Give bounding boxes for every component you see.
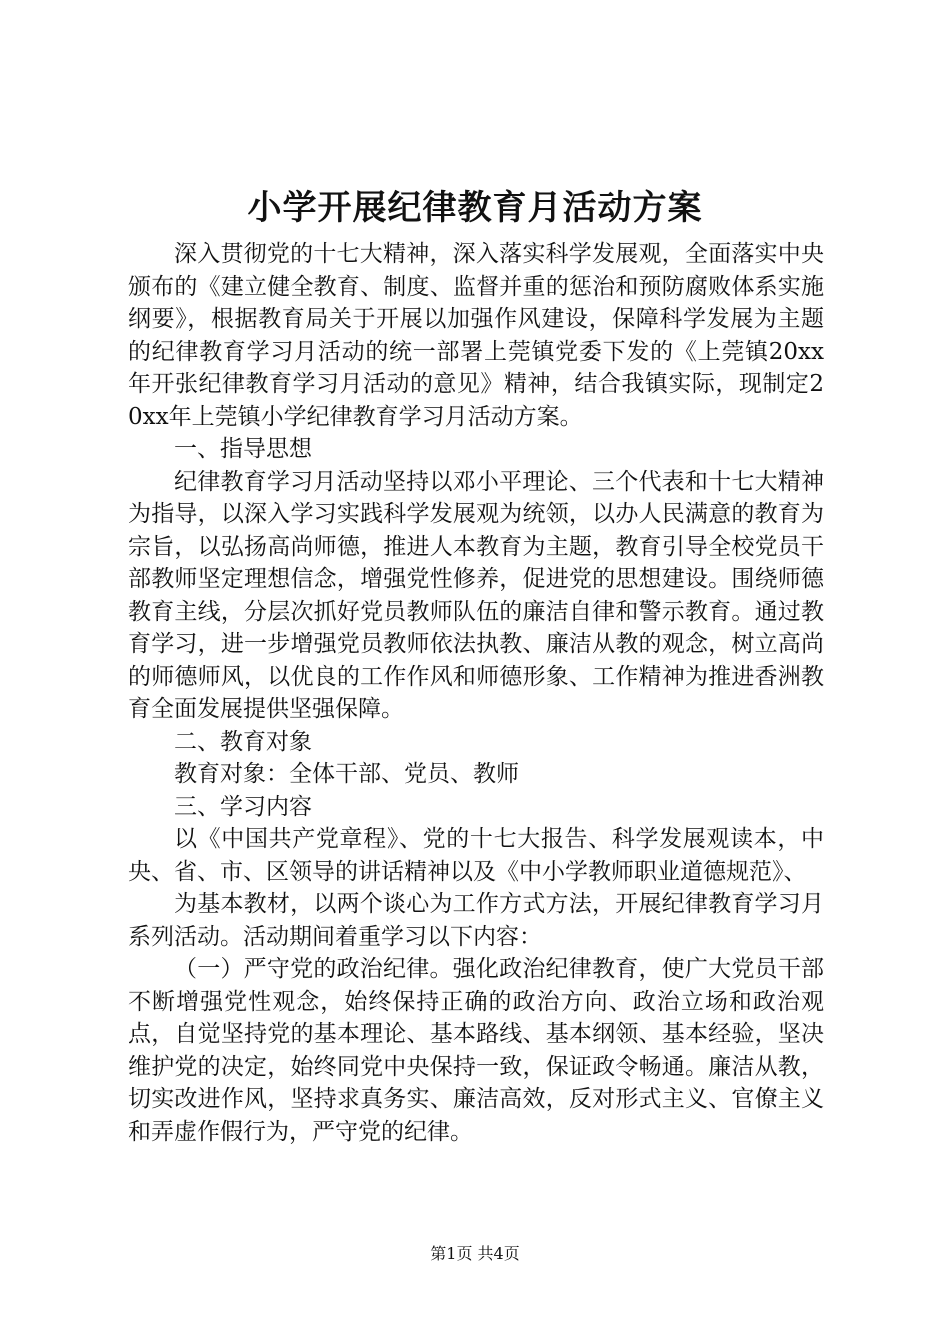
- section-heading-guiding-ideology: 一、指导思想: [174, 436, 312, 462]
- document-body: [128, 238, 824, 1148]
- political-discipline-paragraph: （一）严守党的政治纪律。强化政治纪律教育，使广大党员干部不断增强党性观念，始终保持正确的政治方向、政治立场和政治观点，自觉坚持党的基本理论、基本路线、基本纲领、基本经验，坚决维护党的决定，始终同党中央保持一致，保证政令畅通。廉洁从教，切实改进作风，坚持求真务实、廉洁高效，反对形式主义、官僚主义和弄虚作假行为，严守党的纪律。: [128, 956, 824, 1145]
- page-footer: 第1页 共4页: [430, 1244, 520, 1263]
- intro-paragraph: 深入贯彻党的十七大精神，深入落实科学发展观，全面落实中央颁布的《建立健全教育、制度、监督并重的惩治和预防腐败体系实施纲要》，根据教育局关于开展以加强作风建设，保障科学发展为主题的纪律教育学习月活动的统一部署上莞镇党委下发的《上莞镇20xx年开张纪律教育学习月活动的意见》精神，结合我镇实际，现制定20xx年上莞镇小学纪律教育学习月活动方案。: [128, 241, 824, 430]
- section-heading-study-content: 三、学习内容: [174, 793, 312, 820]
- document-title: 小学开展纪律教育月活动方案: [247, 188, 703, 228]
- section-heading-education-target: 二、教育对象: [174, 728, 312, 755]
- study-content-paragraph: 以《中国共产党章程》、党的十七大报告、科学发展观读本，中央、省、市、区领导的讲话精神以及《中小学教师职业道德规范》、: [128, 826, 824, 885]
- study-materials-paragraph: 为基本教材，以两个谈心为工作方式方法，开展纪律教育学习月系列活动。活动期间着重学习以下内容：: [128, 891, 824, 950]
- education-target-paragraph: 教育对象：全体干部、党员、教师: [174, 761, 519, 787]
- guiding-ideology-paragraph: 纪律教育学习月活动坚持以邓小平理论、三个代表和十七大精神为指导，以深入学习实践科学发展观为统领，以办人民满意的教育为宗旨，以弘扬高尚师德，推进人本教育为主题，教育引导全校党员干部教师坚定理想信念，增强党性修养，促进党的思想建设。围绕师德教育主线，分层次抓好党员教师队伍的廉洁自律和警示教育。通过教育学习，进一步增强党员教师依法执教、廉洁从教的观念，树立高尚的师德师风，以优良的工作作风和师德形象、工作精神为推进香洲教育全面发展提供坚强保障。: [128, 468, 824, 722]
